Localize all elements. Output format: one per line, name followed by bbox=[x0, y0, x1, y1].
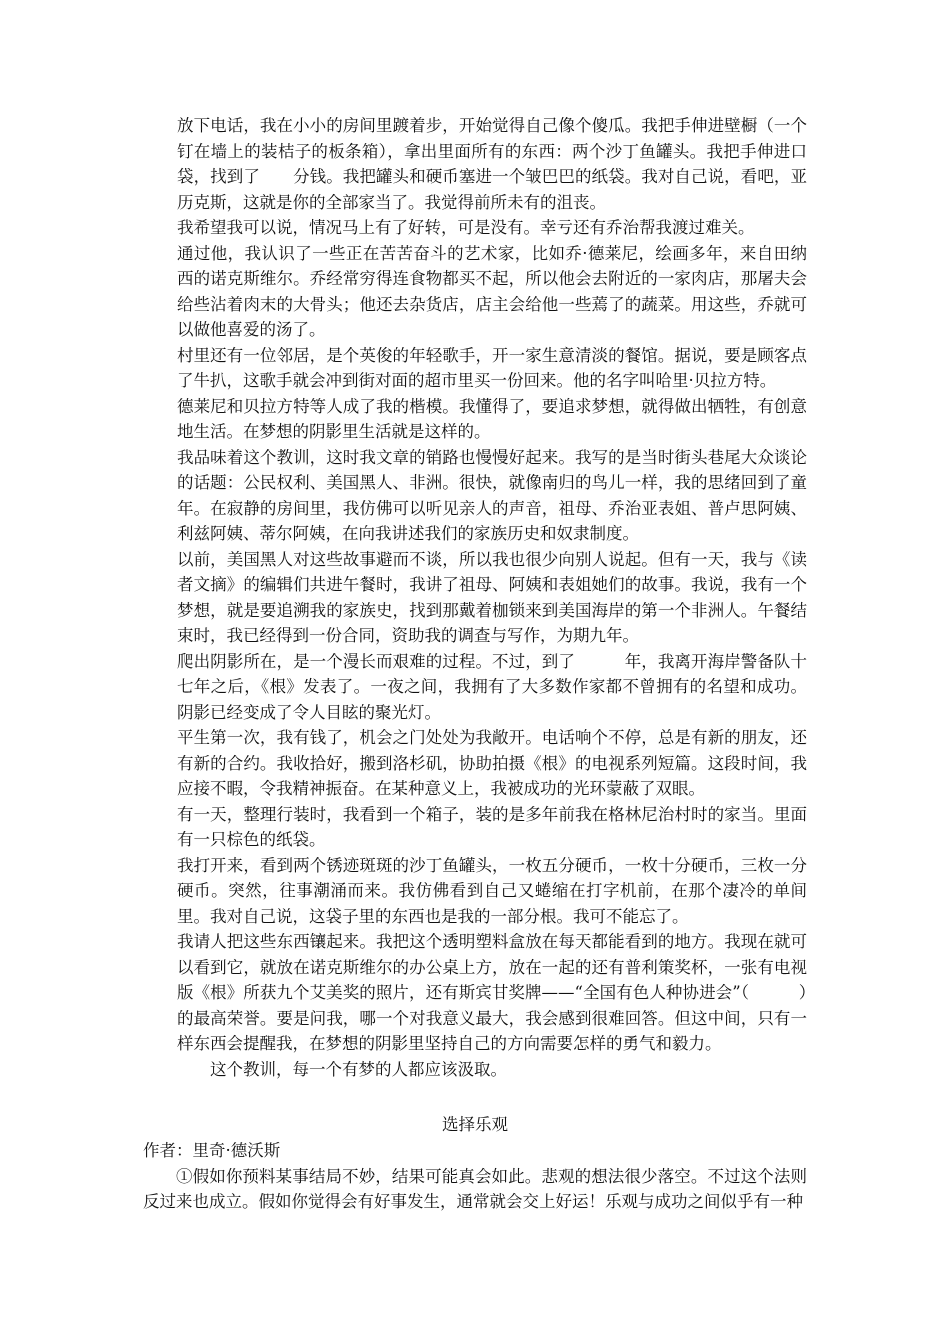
paragraph: 我打开来，看到两个锈迹斑斑的沙丁鱼罐头，一枚五分硬币，一枚十分硬币，三枚一分硬币。突然，往事潮涌而来。我仿佛看到自己又蜷缩在打字机前，在那个凄冷的单间里。我对自己说，这袋子里的东西也是我的一部分根。我可不能忘了。 bbox=[177, 855, 807, 926]
article-body bbox=[143, 1138, 807, 1215]
paragraph: 爬出阴影所在，是一个漫长而艰难的过程。不过，到了 年，我离开海岸警备队十七年之后，《根》发表了。一夜之间，我拥有了大多数作家都不曾拥有的名望和成功。阴影已经变成了令人目眩的聚光灯。 bbox=[177, 651, 807, 722]
paragraph: 我请人把这些东西镶起来。我把这个透明塑料盒放在每天都能看到的地方。我现在就可以看到它，就放在诺克斯维尔的办公桌上方，放在一起的还有普利策奖杯，一张有电视版《根》所获九个艾美奖的照片，还有斯宾甘奖牌——“全国有色人种协进会”（ ）的最高荣誉。要是问我，哪一个对我意义最大，我会感到很难回答。但这中间，只有一样东西会提醒我，在梦想的阴影里坚持自己的方向需要怎样的勇气和毅力。 bbox=[177, 932, 807, 1053]
paragraph: 德莱尼和贝拉方特等人成了我的楷模。我懂得了，要追求梦想，就得做出牺牲，有创意地生活。在梦想的阴影里生活就是这样的。 bbox=[177, 396, 807, 441]
paragraph: 以前，美国黑人对这些故事避而不谈，所以我也很少向别人说起。但有一天，我与《读者文摘》的编辑们共进午餐时，我讲了祖母、阿姨和表姐她们的故事。我说，我有一个梦想，就是要追溯我的家族史，找到那戴着枷锁来到美国海岸的第一个非洲人。午餐结束时，我已经得到一份合同，资助我的调查与写作，为期九年。 bbox=[177, 549, 807, 645]
paragraph: 村里还有一位邻居，是个英俊的年轻歌手，开一家生意清淡的餐馆。据说，要是顾客点了牛扒，这歌手就会冲到街对面的超市里买一份回来。他的名字叫哈里·贝拉方特。 bbox=[177, 345, 807, 390]
paragraph: 通过他，我认识了一些正在苦苦奋斗的艺术家，比如乔·德莱尼，绘画多年，来自田纳西的诺克斯维尔。乔经常穷得连食物都买不起，所以他会去附近的一家肉店，那屠夫会给些沾着肉末的大骨头；他还去杂货店，店主会给他一些蔫了的蔬菜。用这些，乔就可以做他喜爱的汤了。 bbox=[177, 243, 807, 339]
story-body bbox=[177, 113, 807, 1082]
paragraph: 我希望我可以说，情况马上有了好转，可是没有。幸亏还有乔治帮我渡过难关。 bbox=[177, 218, 755, 237]
paragraph: 有一天，整理行装时，我看到一个箱子，装的是多年前我在格林尼治村时的家当。里面有一只棕色的纸袋。 bbox=[177, 804, 807, 849]
author-line: 作者：里奇·德沃斯 bbox=[143, 1141, 281, 1160]
paragraph: 放下电话，我在小小的房间里踱着步，开始觉得自己像个傻瓜。我把手伸进壁橱（一个钉在墙上的装桔子的板条箱），拿出里面所有的东西：两个沙丁鱼罐头。我把手伸进口袋，找到了 分钱。我把罐头和硬币塞进一个皱巴巴的纸袋。我对自己说，看吧，亚历克斯，这就是你的全部家当了。我觉得前所未有的沮丧。 bbox=[177, 116, 807, 212]
article-title: 选择乐观 bbox=[442, 1115, 508, 1134]
paragraph: 我品味着这个教训，这时我文章的销路也慢慢好起来。我写的是当时街头巷尾大众谈论的话题：公民权利、美国黑人、非洲。很快，就像南归的鸟儿一样，我的思绪回到了童年。在寂静的房间里，我仿佛可以听见亲人的声音，祖母、乔治亚表姐、普卢思阿姨、利兹阿姨、蒂尔阿姨，在向我讲述我们的家族历史和奴隶制度。 bbox=[177, 447, 807, 543]
paragraph: ①假如你预料某事结局不妙，结果可能真会如此。悲观的想法很少落空。不过这个法则反过来也成立。假如你觉得会有好事发生，通常就会交上好运！乐观与成功之间似乎有一种 bbox=[143, 1166, 807, 1211]
paragraph: 平生第一次，我有钱了，机会之门处处为我敞开。电话响个不停，总是有新的朋友，还有新的合约。我收拾好，搬到洛杉矶，协助拍摄《根》的电视系列短篇。这段时间，我应接不暇，令我精神振奋。在某种意义上，我被成功的光环蒙蔽了双眼。 bbox=[177, 728, 807, 798]
paragraph: 这个教训，每一个有梦的人都应该汲取。 bbox=[210, 1059, 507, 1079]
